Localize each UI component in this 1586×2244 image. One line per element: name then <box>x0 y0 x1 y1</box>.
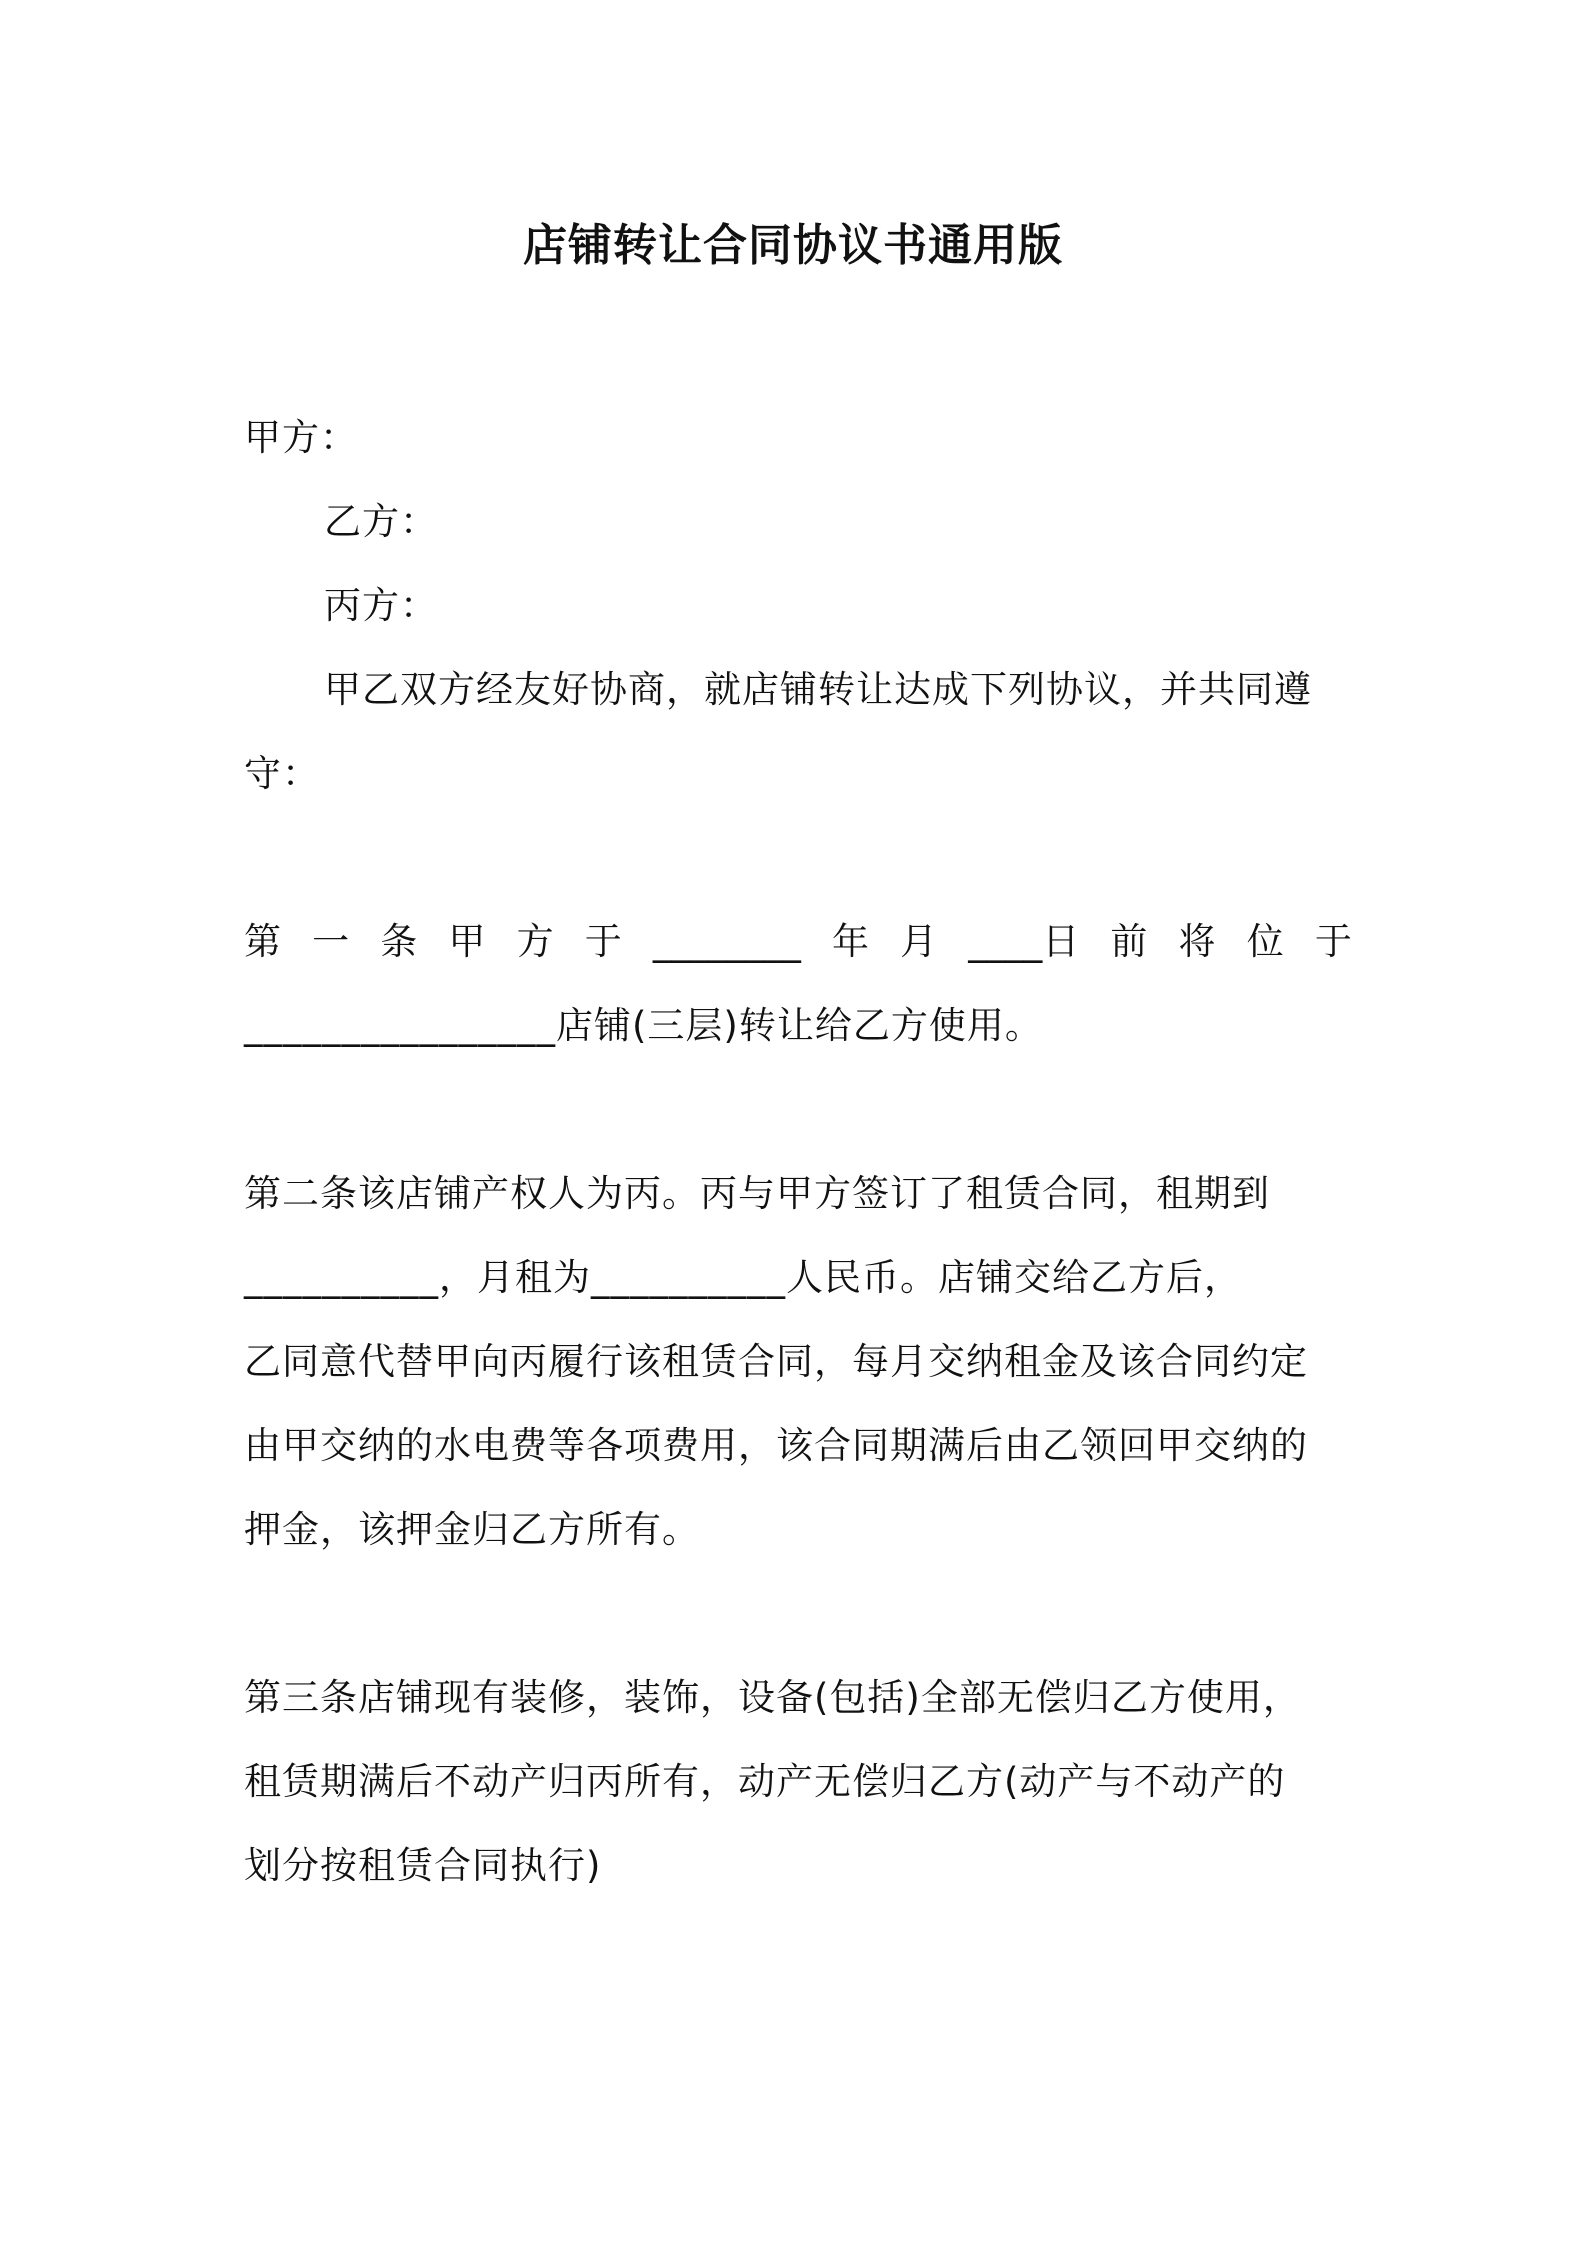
article-1-token: 位 <box>1246 920 1284 963</box>
party-c-label: 丙方： <box>324 584 438 627</box>
article-1-blank-date: ________ <box>652 920 801 963</box>
article-1-token: 甲 <box>448 920 486 963</box>
article-1-token: 一 <box>312 920 350 963</box>
article-1-token: 将 <box>1178 920 1216 963</box>
article-1-blank-day: ____日 <box>968 920 1080 963</box>
article-3-line-1: 第三条店铺现有装修，装饰，设备(包括)全部无偿归乙方使用， <box>244 1676 1301 1719</box>
intro-line-2: 守： <box>244 752 320 795</box>
article-1-token: 于 <box>1314 920 1352 963</box>
document-title: 店铺转让合同协议书通用版 <box>523 220 1063 271</box>
article-2-line-3: 乙同意代替甲向丙履行该租赁合同，每月交纳租金及该合同约定 <box>244 1340 1308 1383</box>
article-1-token: 方 <box>516 920 554 963</box>
article-3-line-2: 租赁期满后不动产归丙所有，动产无偿归乙方(动产与不动产的 <box>244 1760 1286 1803</box>
article-2-line-2: __________，月租为__________人民币。店铺交给乙方后， <box>244 1256 1242 1299</box>
article-1-line-1 <box>244 916 1352 968</box>
party-a-label: 甲方： <box>244 416 358 459</box>
article-3-line-3: 划分按租赁合同执行) <box>244 1844 602 1887</box>
article-1-token: 第 <box>244 920 281 963</box>
article-1-token: 前 <box>1110 920 1148 963</box>
intro-line-1: 甲乙双方经友好协商，就店铺转让达成下列协议，并共同遵 <box>324 668 1312 711</box>
party-b-label: 乙方： <box>324 500 438 543</box>
article-1-token: 月 <box>900 920 938 963</box>
article-2-line-4: 由甲交纳的水电费等各项费用，该合同期满后由乙领回甲交纳的 <box>244 1424 1308 1467</box>
article-2-line-1: 第二条该店铺产权人为丙。丙与甲方签订了租赁合同，租期到 <box>244 1172 1270 1215</box>
article-1-token: 条 <box>380 920 418 963</box>
article-2-line-5: 押金，该押金归乙方所有。 <box>244 1508 700 1551</box>
article-1-line-2: ________________店铺(三层)转让给乙方使用。 <box>244 1004 1043 1047</box>
article-1-token: 于 <box>584 920 622 963</box>
article-1-token: 年 <box>831 920 869 963</box>
